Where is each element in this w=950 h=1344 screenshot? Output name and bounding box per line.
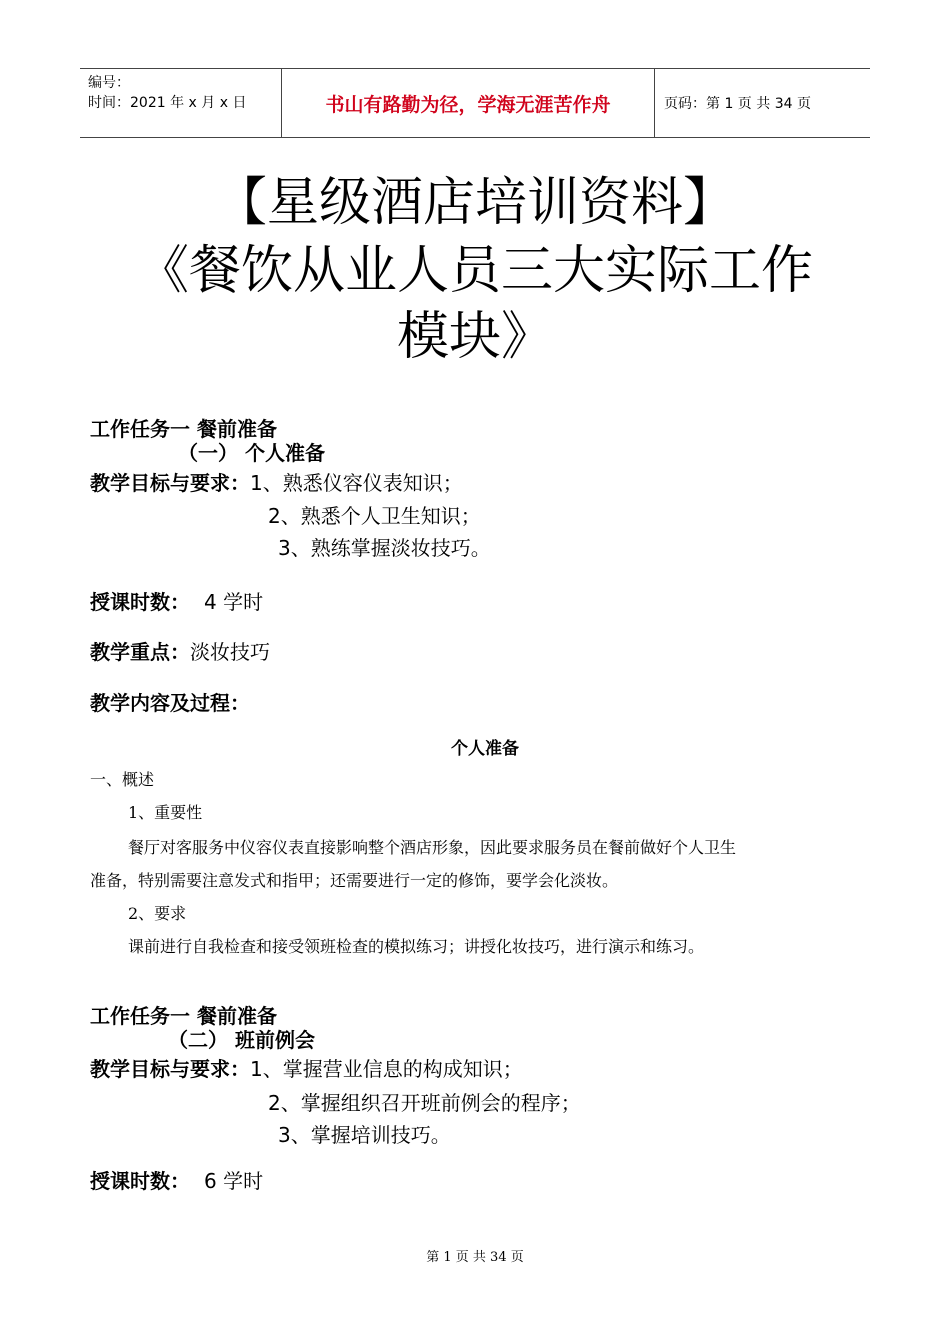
s1-hours-label: 授课时数： (90, 590, 190, 614)
title-line-1: 【星级酒店培训资料】 (214, 173, 735, 233)
s2-hours-value: 6 学时 (204, 1169, 264, 1193)
s1-item-2: 2、要求 (128, 904, 187, 923)
s1-focus-row (90, 639, 270, 665)
s2-hours-row (90, 1168, 263, 1194)
number-label: 编号： (88, 75, 130, 91)
date-label: 时间：2021 年 x 月 x 日 (88, 95, 247, 111)
s1-para-1a: 餐厅对客服务中仪容仪表直接影响整个酒店形象，因此要求服务员在餐前做好个人卫生 (128, 838, 737, 857)
s2-task: 工作任务一 餐前准备 (90, 1004, 277, 1028)
s2-goal-1: 1、掌握营业信息的构成知识； (250, 1057, 523, 1081)
header-motto: 书山有路勤为径，学海无涯苦作舟 (281, 69, 655, 137)
s1-focus-label: 教学重点： (90, 640, 190, 664)
s1-goal-row (90, 470, 463, 496)
document-header (80, 68, 870, 138)
s1-sub: （一） 个人准备 (178, 441, 325, 465)
s1-hours-value: 4 学时 (204, 590, 264, 614)
title-line-2: 《餐饮从业人员三大实际工作 (136, 241, 813, 301)
s1-content-title: 个人准备 (451, 739, 519, 759)
s2-goal-3: 3、掌握培训技巧。 (278, 1123, 451, 1147)
s1-goal-label: 教学目标与要求： (90, 471, 250, 495)
s1-overview: 一、概述 (90, 770, 155, 789)
s2-goal-label: 教学目标与要求： (90, 1057, 250, 1081)
s1-focus-value: 淡妆技巧 (190, 640, 270, 664)
title-line-3: 模块》 (396, 307, 553, 367)
s1-goal-3: 3、熟练掌握淡妆技巧。 (278, 536, 491, 560)
header-meta (80, 69, 280, 137)
s1-item-1: 1、重要性 (128, 803, 203, 822)
header-page-info: 页码：第 1 页 共 34 页 (664, 96, 811, 112)
s2-goal-row (90, 1056, 523, 1082)
s2-sub: （二） 班前例会 (168, 1028, 315, 1052)
s1-goal-2: 2、熟悉个人卫生知识； (268, 504, 481, 528)
s2-goal-2: 2、掌握组织召开班前例会的程序； (268, 1091, 581, 1115)
s1-para-2: 课前进行自我检查和接受领班检查的模拟练习；讲授化妆技巧，进行演示和练习。 (128, 937, 705, 956)
s1-para-1b: 准备，特别需要注意发式和指甲；还需要进行一定的修饰，要学会化淡妆。 (90, 871, 619, 890)
s2-hours-label: 授课时数： (90, 1169, 190, 1193)
s1-content-label: 教学内容及过程： (90, 691, 250, 715)
s1-hours-row (90, 589, 263, 615)
page-footer: 第 1 页 共 34 页 (426, 1250, 524, 1265)
s1-task: 工作任务一 餐前准备 (90, 417, 277, 441)
s1-goal-1: 1、熟悉仪容仪表知识； (250, 471, 463, 495)
